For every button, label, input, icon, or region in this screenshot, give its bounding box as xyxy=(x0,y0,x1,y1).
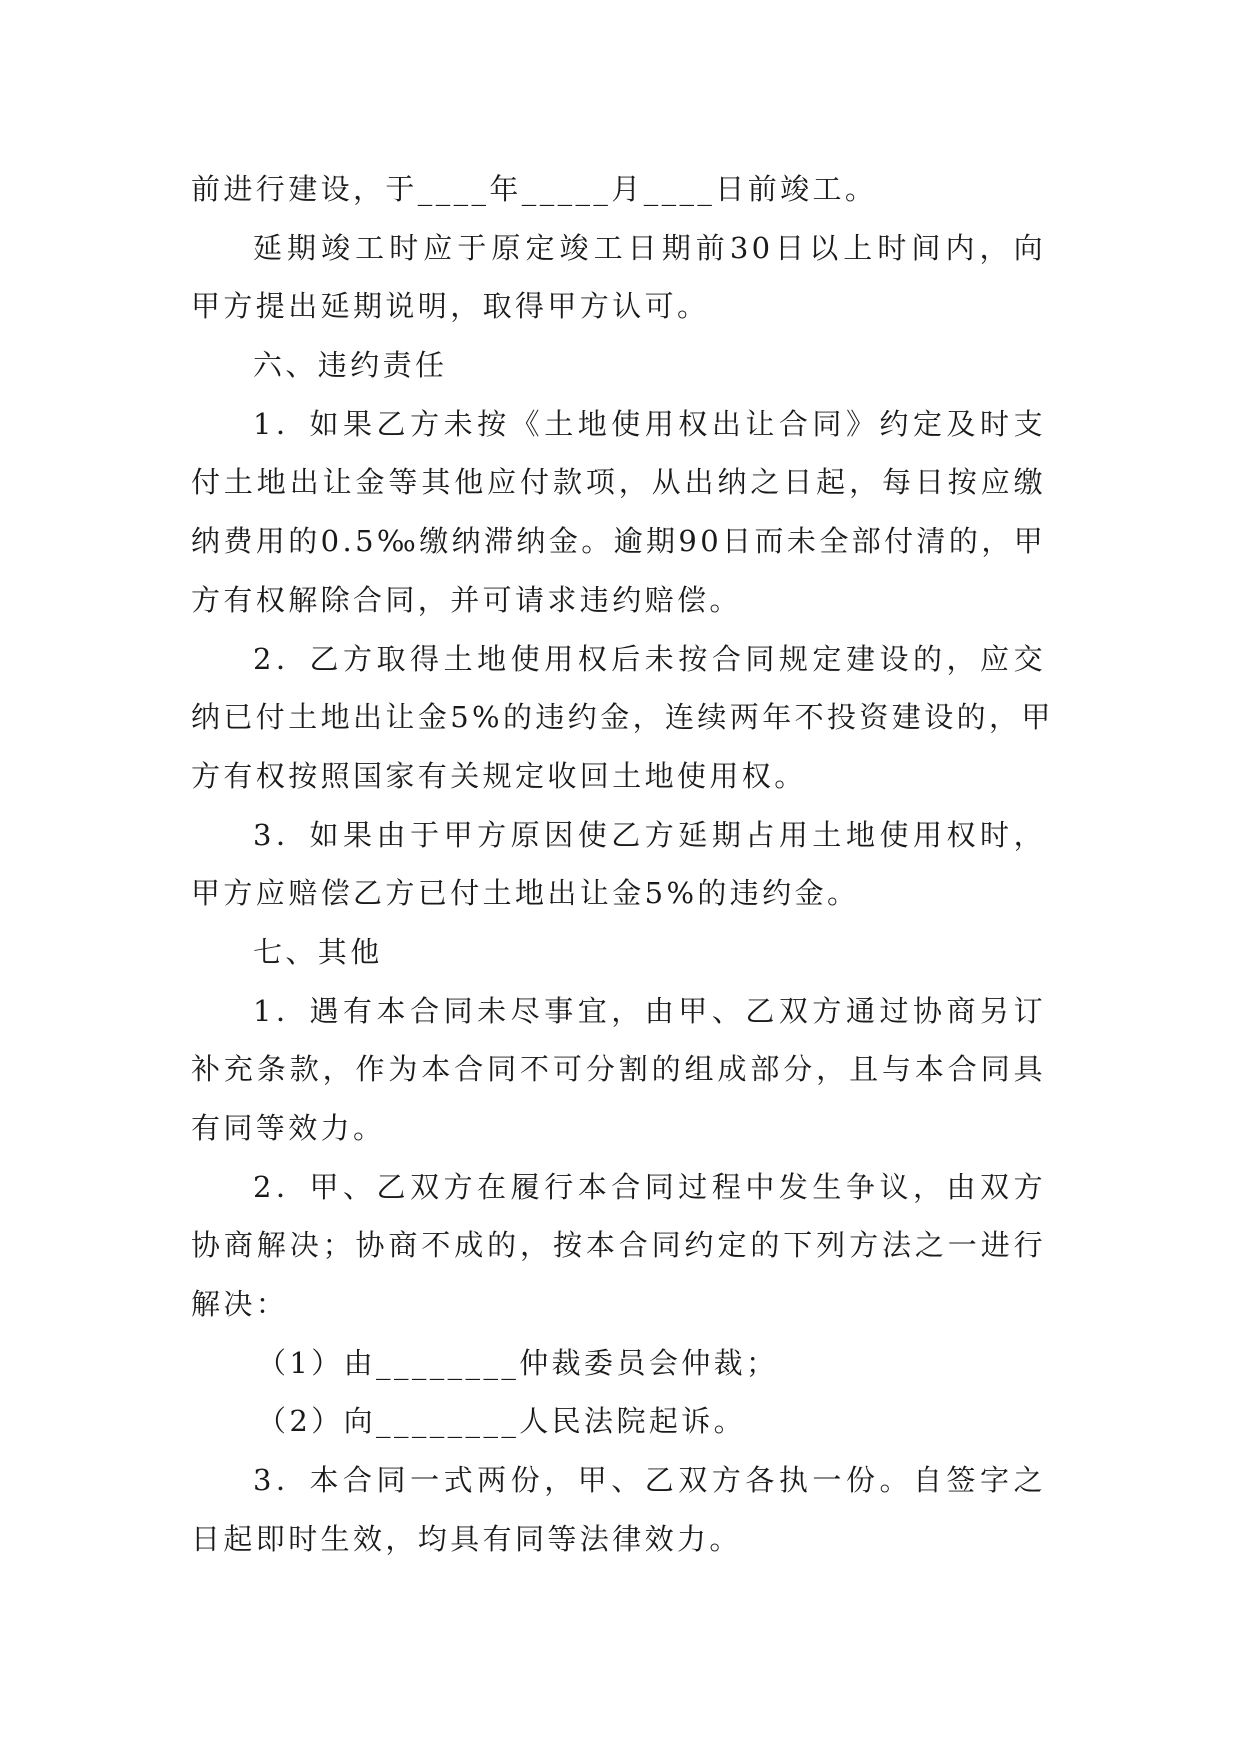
option-line: （1）由________仲裁委员会仲裁； xyxy=(257,1345,779,1380)
text-line: 付土地出让金等其他应付款项，从出纳之日起，每日按应缴 xyxy=(191,465,1046,500)
option-line: （2）向________人民法院起诉。 xyxy=(257,1404,747,1439)
text-line: 方有权解除合同，并可请求违约赔偿。 xyxy=(191,582,742,617)
clause-line: 3．本合同一式两份，甲、乙双方各执一份。自签字之 xyxy=(253,1463,1046,1498)
text-line: 有同等效力。 xyxy=(191,1111,386,1145)
text-line: 方有权按照国家有关规定收回土地使用权。 xyxy=(191,758,807,793)
section-heading-other: 七、其他 xyxy=(253,934,383,969)
clause-line: 2．乙方取得土地使用权后未按合同规定建设的，应交 xyxy=(253,641,1046,676)
text-line: 协商解决；协商不成的，按本合同约定的下列方法之一进行 xyxy=(191,1228,1046,1263)
text-line: 解决： xyxy=(191,1287,289,1322)
text-line: 日起即时生效，均具有同等法律效力。 xyxy=(191,1521,742,1556)
clause-line: 1．遇有本合同未尽事宜，由甲、乙双方通过协商另订 xyxy=(253,993,1046,1028)
clause-line: 1．如果乙方未按《土地使用权出让合同》约定及时支 xyxy=(253,406,1046,441)
text-line: 延期竣工时应于原定竣工日期前30日以上时间内，向 xyxy=(253,230,1046,265)
text-line: 补充条款，作为本合同不可分割的组成部分，且与本合同具 xyxy=(191,1052,1046,1087)
text-line: 纳费用的0.5‰缴纳滞纳金。逾期90日而未全部付清的，甲 xyxy=(191,524,1047,559)
text-line: 纳已付土地出让金5%的违约金，连续两年不投资建设的，甲 xyxy=(191,700,1054,735)
contract-body xyxy=(191,160,1054,1569)
text-line: 甲方应赔偿乙方已付土地出让金5%的违约金。 xyxy=(191,876,860,911)
text-line: 甲方提出延期说明，取得甲方认可。 xyxy=(191,289,710,324)
clause-line: 3．如果由于甲方原因使乙方延期占用土地使用权时， xyxy=(253,817,1046,852)
section-heading-breach-liability: 六、违约责任 xyxy=(253,348,448,383)
text-line: 前进行建设，于____年_____月____日前竣工。 xyxy=(191,172,878,206)
clause-line: 2．甲、乙双方在履行本合同过程中发生争议，由双方 xyxy=(253,1169,1046,1204)
